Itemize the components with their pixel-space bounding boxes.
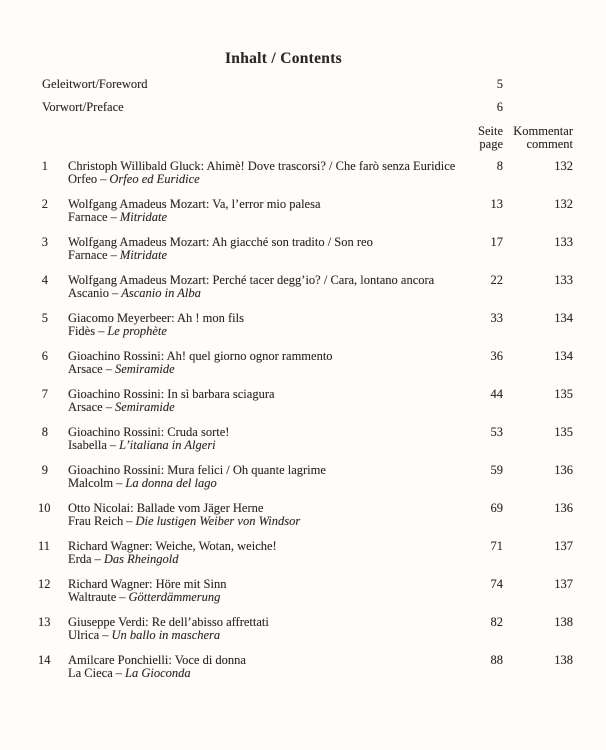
entry-opera: La Gioconda bbox=[125, 666, 191, 680]
entry-comment: 134 bbox=[554, 311, 573, 325]
entry-subtitle bbox=[68, 515, 457, 528]
entry-subtitle bbox=[68, 211, 457, 224]
entry-opera: Semiramide bbox=[114, 400, 175, 414]
front-matter-page: 6 bbox=[496, 100, 503, 114]
entry-comment: 135 bbox=[554, 387, 573, 401]
entry-page: 71 bbox=[490, 539, 503, 553]
entry-number: 13 bbox=[38, 615, 51, 629]
entry-comment: 136 bbox=[554, 501, 573, 515]
entry-title: Gioachino Rossini: Mura felici / Oh quante lagrime bbox=[68, 463, 326, 477]
entry-opera: Un ballo in maschera bbox=[111, 628, 221, 642]
entry-opera: Mitridate bbox=[119, 210, 168, 224]
front-matter-row bbox=[38, 101, 573, 114]
toc-entry bbox=[38, 350, 573, 376]
entry-title: Richard Wagner: Höre mit Sinn bbox=[68, 577, 227, 591]
entry-role: Malcolm bbox=[68, 476, 114, 490]
front-matter-page: 5 bbox=[496, 77, 503, 91]
entry-opera: Le prophète bbox=[107, 324, 167, 338]
toc-entry bbox=[38, 274, 573, 300]
front-matter-label: Geleitwort/Foreword bbox=[42, 77, 148, 91]
toc-entry bbox=[38, 312, 573, 338]
toc-entry bbox=[38, 388, 573, 414]
entry-role: Ascanio bbox=[68, 286, 109, 300]
entry-number: 6 bbox=[41, 349, 48, 363]
toc-entry bbox=[38, 616, 573, 642]
entry-subtitle bbox=[68, 173, 457, 186]
dash-separator: – bbox=[111, 286, 119, 300]
entry-role: Waltraute bbox=[68, 590, 117, 604]
comment-column-header bbox=[503, 125, 573, 151]
entry-page: 17 bbox=[490, 235, 503, 249]
entry-number: 8 bbox=[41, 425, 48, 439]
toc-entry bbox=[38, 236, 573, 262]
entry-comment: 136 bbox=[554, 463, 573, 477]
entry-page: 13 bbox=[490, 197, 503, 211]
entry-comment: 134 bbox=[554, 349, 573, 363]
dash-separator: – bbox=[105, 400, 112, 414]
dash-separator: – bbox=[115, 666, 123, 680]
front-matter-label: Vorwort/Preface bbox=[42, 100, 124, 114]
entry-subtitle bbox=[68, 363, 457, 376]
entry-number: 7 bbox=[41, 387, 48, 401]
entry-number: 11 bbox=[38, 539, 51, 553]
entry-number: 10 bbox=[38, 501, 51, 515]
toc-entry bbox=[38, 502, 573, 528]
entry-role: Arsace bbox=[68, 362, 103, 376]
entry-comment: 137 bbox=[554, 539, 573, 553]
entry-comment: 135 bbox=[554, 425, 573, 439]
entry-page: 59 bbox=[490, 463, 503, 477]
entry-opera: L’italiana in Algeri bbox=[119, 438, 216, 452]
entry-page: 8 bbox=[496, 159, 503, 173]
entry-subtitle bbox=[68, 629, 457, 642]
entry-role: Orfeo bbox=[68, 172, 98, 186]
entry-comment: 132 bbox=[554, 159, 573, 173]
entry-title: Gioachino Rossini: Ah! quel giorno ognor rammento bbox=[68, 349, 333, 363]
dash-separator: – bbox=[126, 514, 133, 528]
dash-separator: – bbox=[119, 590, 126, 604]
entry-opera: La donna del lago bbox=[125, 476, 217, 490]
entry-comment: 137 bbox=[554, 577, 573, 591]
entry-opera: Das Rheingold bbox=[103, 552, 179, 566]
dash-separator: – bbox=[102, 628, 109, 642]
entry-page: 33 bbox=[490, 311, 503, 325]
entry-opera: Semiramide bbox=[114, 362, 175, 376]
toc-entry bbox=[38, 426, 573, 452]
entry-comment: 138 bbox=[554, 615, 573, 629]
dash-separator: – bbox=[110, 210, 117, 224]
entry-number: 1 bbox=[41, 159, 48, 173]
entry-role: Isabella bbox=[68, 438, 107, 452]
entry-subtitle bbox=[68, 477, 457, 490]
entry-page: 22 bbox=[490, 273, 503, 287]
entry-title: Wolfgang Amadeus Mozart: Ah giacché son tradito / Son reo bbox=[68, 235, 373, 249]
entry-role: Erda bbox=[68, 552, 92, 566]
entry-comment: 132 bbox=[554, 197, 573, 211]
toc-entry bbox=[38, 654, 573, 680]
comment-column-header-en: comment bbox=[526, 137, 573, 151]
dash-separator: – bbox=[98, 324, 105, 338]
entry-title: Richard Wagner: Weiche, Wotan, weiche! bbox=[68, 539, 277, 553]
entry-role: Farnace bbox=[68, 210, 108, 224]
dash-separator: – bbox=[100, 172, 107, 186]
dash-separator: – bbox=[110, 248, 117, 262]
entry-role: Fidès bbox=[68, 324, 96, 338]
entry-subtitle bbox=[68, 325, 457, 338]
entry-number: 12 bbox=[38, 577, 51, 591]
entry-number: 4 bbox=[41, 273, 48, 287]
page-title: Inhalt / Contents bbox=[224, 50, 343, 67]
comment-column-header-de: Kommentar bbox=[513, 124, 573, 138]
entry-opera: Ascanio in Alba bbox=[121, 286, 201, 300]
entry-role: Ulrica bbox=[68, 628, 100, 642]
page-column-header-en: page bbox=[479, 137, 503, 151]
entry-title: Giacomo Meyerbeer: Ah ! mon fils bbox=[68, 311, 244, 325]
entry-role: Farnace bbox=[68, 248, 108, 262]
entry-role: Arsace bbox=[68, 400, 103, 414]
page-column-header bbox=[457, 125, 503, 151]
entry-subtitle bbox=[68, 667, 457, 680]
toc-entry bbox=[38, 540, 573, 566]
dash-separator: – bbox=[94, 552, 101, 566]
entry-title: Otto Nicolai: Ballade vom Jäger Herne bbox=[68, 501, 264, 515]
entry-title: Giuseppe Verdi: Re dell’abisso affrettati bbox=[68, 615, 269, 629]
entry-opera: Mitridate bbox=[119, 248, 168, 262]
toc-entry bbox=[38, 198, 573, 224]
entry-subtitle bbox=[68, 591, 457, 604]
entry-role: La Cieca bbox=[68, 666, 113, 680]
entry-title: Christoph Willibald Gluck: Ahimè! Dove trascorsi? / Che farò senza Euridice bbox=[68, 159, 456, 173]
entry-title: Wolfgang Amadeus Mozart: Va, l’error mio palesa bbox=[68, 197, 321, 211]
entry-role: Frau Reich bbox=[68, 514, 124, 528]
entry-number: 14 bbox=[38, 653, 51, 667]
toc-entry bbox=[38, 464, 573, 490]
entry-page: 69 bbox=[490, 501, 503, 515]
entry-number: 2 bbox=[41, 197, 48, 211]
toc-entry bbox=[38, 578, 573, 604]
dash-separator: – bbox=[105, 362, 112, 376]
entry-subtitle bbox=[68, 439, 457, 452]
entry-subtitle bbox=[68, 401, 457, 414]
entry-page: 74 bbox=[490, 577, 503, 591]
entry-title: Gioachino Rossini: In sì barbara sciagura bbox=[68, 387, 275, 401]
page-column-header-de: Seite bbox=[478, 124, 503, 138]
dash-separator: – bbox=[109, 438, 117, 452]
entry-comment: 138 bbox=[554, 653, 573, 667]
entry-page: 88 bbox=[490, 653, 503, 667]
entry-title: Wolfgang Amadeus Mozart: Perché tacer degg’io? / Cara, lontano ancora bbox=[68, 273, 435, 287]
column-headers bbox=[38, 125, 573, 151]
entry-page: 36 bbox=[490, 349, 503, 363]
entry-number: 3 bbox=[41, 235, 48, 249]
toc-entry bbox=[38, 160, 573, 186]
entry-opera: Götterdämmerung bbox=[128, 590, 221, 604]
front-matter-row bbox=[38, 78, 573, 91]
entry-page: 44 bbox=[490, 387, 503, 401]
entry-page: 82 bbox=[490, 615, 503, 629]
entry-number: 9 bbox=[41, 463, 48, 477]
entry-number: 5 bbox=[41, 311, 48, 325]
entry-page: 53 bbox=[490, 425, 503, 439]
entry-subtitle bbox=[68, 553, 457, 566]
entry-opera: Orfeo ed Euridice bbox=[109, 172, 200, 186]
dash-separator: – bbox=[116, 476, 123, 490]
entry-comment: 133 bbox=[554, 235, 573, 249]
entry-opera: Die lustigen Weiber von Windsor bbox=[135, 514, 301, 528]
entry-comment: 133 bbox=[554, 273, 573, 287]
entry-subtitle bbox=[68, 287, 457, 300]
entry-subtitle bbox=[68, 249, 457, 262]
entry-title: Amilcare Ponchielli: Voce di donna bbox=[68, 653, 246, 667]
entry-title: Gioachino Rossini: Cruda sorte! bbox=[68, 425, 230, 439]
